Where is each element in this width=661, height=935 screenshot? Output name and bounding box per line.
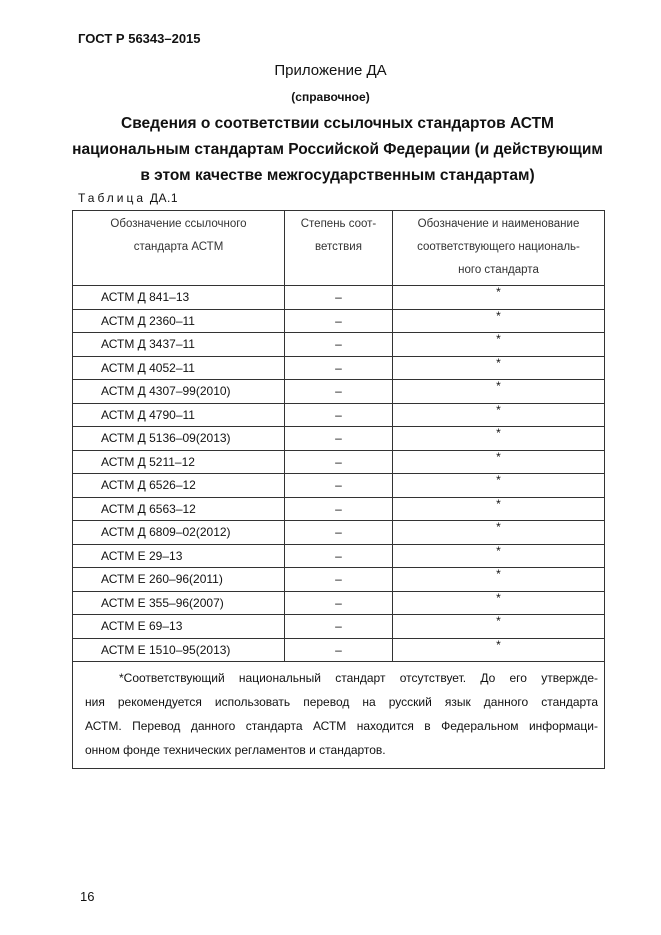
title-line: Сведения о соответствии ссылочных стандартов АСТМ bbox=[121, 115, 554, 132]
national-standard-cell: * bbox=[393, 333, 605, 357]
designation-cell: АСТМ Д 6563–12 bbox=[73, 497, 285, 521]
degree-cell: – bbox=[285, 568, 393, 592]
table-footnote bbox=[73, 662, 605, 769]
designation-cell: АСТМ Е 355–96(2007) bbox=[73, 591, 285, 615]
section-title bbox=[60, 111, 615, 189]
designation-cell: АСТМ Е 29–13 bbox=[73, 544, 285, 568]
national-standard-cell: * bbox=[393, 591, 605, 615]
national-standard-cell: * bbox=[393, 427, 605, 451]
designation-cell: АСТМ Д 3437–11 bbox=[73, 333, 285, 357]
table-row bbox=[73, 638, 605, 662]
document-code: ГОСТ Р 56343–2015 bbox=[78, 31, 201, 46]
table-row bbox=[73, 380, 605, 404]
table-row bbox=[73, 568, 605, 592]
degree-cell: – bbox=[285, 403, 393, 427]
title-line: в этом качестве межгосударственным стандартам) bbox=[140, 167, 535, 184]
degree-cell: – bbox=[285, 427, 393, 451]
designation-cell: АСТМ Д 4052–11 bbox=[73, 356, 285, 380]
designation-cell: АСТМ Д 5136–09(2013) bbox=[73, 427, 285, 451]
appendix-note: (справочное) bbox=[291, 90, 370, 104]
national-standard-cell: * bbox=[393, 521, 605, 545]
footnote-line: ния рекомендуется использовать перевод на русский язык данного стандарта bbox=[85, 695, 598, 709]
table-row bbox=[73, 450, 605, 474]
table-row bbox=[73, 309, 605, 333]
degree-cell: – bbox=[285, 615, 393, 639]
footnote-line: АСТМ. Перевод данного стандарта АСТМ находится в Федеральном информаци- bbox=[85, 719, 598, 733]
appendix-title: Приложение ДА bbox=[274, 62, 387, 79]
degree-cell: – bbox=[285, 450, 393, 474]
footnote-line: онном фонде технических регламентов и стандартов. bbox=[85, 743, 386, 757]
degree-cell: – bbox=[285, 309, 393, 333]
table-row bbox=[73, 544, 605, 568]
designation-cell: АСТМ Е 1510–95(2013) bbox=[73, 638, 285, 662]
table-row bbox=[73, 474, 605, 498]
degree-cell: – bbox=[285, 474, 393, 498]
degree-cell: – bbox=[285, 333, 393, 357]
national-standard-cell: * bbox=[393, 450, 605, 474]
degree-cell: – bbox=[285, 380, 393, 404]
national-standard-cell: * bbox=[393, 544, 605, 568]
designation-cell: АСТМ Д 4790–11 bbox=[73, 403, 285, 427]
table-row bbox=[73, 333, 605, 357]
degree-cell: – bbox=[285, 544, 393, 568]
national-standard-cell: * bbox=[393, 474, 605, 498]
degree-cell: – bbox=[285, 286, 393, 310]
header-degree: Степень соот- ветствия bbox=[285, 211, 393, 286]
table-row bbox=[73, 427, 605, 451]
designation-cell: АСТМ Д 6809–02(2012) bbox=[73, 521, 285, 545]
table-header-row bbox=[73, 211, 605, 286]
designation-cell: АСТМ Д 4307–99(2010) bbox=[73, 380, 285, 404]
footnote-row bbox=[73, 662, 605, 769]
national-standard-cell: * bbox=[393, 309, 605, 333]
national-standard-cell: * bbox=[393, 380, 605, 404]
table-row bbox=[73, 615, 605, 639]
standards-table bbox=[72, 210, 605, 769]
table-row bbox=[73, 591, 605, 615]
table-row bbox=[73, 356, 605, 380]
designation-cell: АСТМ Д 6526–12 bbox=[73, 474, 285, 498]
designation-cell: АСТМ Д 5211–12 bbox=[73, 450, 285, 474]
degree-cell: – bbox=[285, 356, 393, 380]
designation-cell: АСТМ Д 2360–11 bbox=[73, 309, 285, 333]
table-row bbox=[73, 403, 605, 427]
degree-cell: – bbox=[285, 497, 393, 521]
table-row bbox=[73, 286, 605, 310]
national-standard-cell: * bbox=[393, 497, 605, 521]
table-caption-id: ДА.1 bbox=[149, 191, 179, 205]
table-row bbox=[73, 497, 605, 521]
national-standard-cell: * bbox=[393, 286, 605, 310]
national-standard-cell: * bbox=[393, 356, 605, 380]
designation-cell: АСТМ Д 841–13 bbox=[73, 286, 285, 310]
degree-cell: – bbox=[285, 638, 393, 662]
national-standard-cell: * bbox=[393, 638, 605, 662]
table-caption-word: Таблица bbox=[78, 191, 147, 205]
degree-cell: – bbox=[285, 591, 393, 615]
national-standard-cell: * bbox=[393, 568, 605, 592]
designation-cell: АСТМ Е 260–96(2011) bbox=[73, 568, 285, 592]
page-number: 16 bbox=[80, 889, 95, 904]
national-standard-cell: * bbox=[393, 615, 605, 639]
header-national-standard: Обозначение и наименование соответствующего националь- ного стандарта bbox=[393, 211, 605, 286]
table-row bbox=[73, 521, 605, 545]
national-standard-cell: * bbox=[393, 403, 605, 427]
header-designation: Обозначение ссылочного стандарта АСТМ bbox=[73, 211, 285, 286]
title-line: национальным стандартам Российской Федерации (и действующим bbox=[72, 141, 603, 158]
degree-cell: – bbox=[285, 521, 393, 545]
footnote-line: *Соответствующий национальный стандарт отсутствует. До его утвержде- bbox=[119, 671, 598, 685]
table-caption bbox=[78, 191, 178, 205]
designation-cell: АСТМ Е 69–13 bbox=[73, 615, 285, 639]
